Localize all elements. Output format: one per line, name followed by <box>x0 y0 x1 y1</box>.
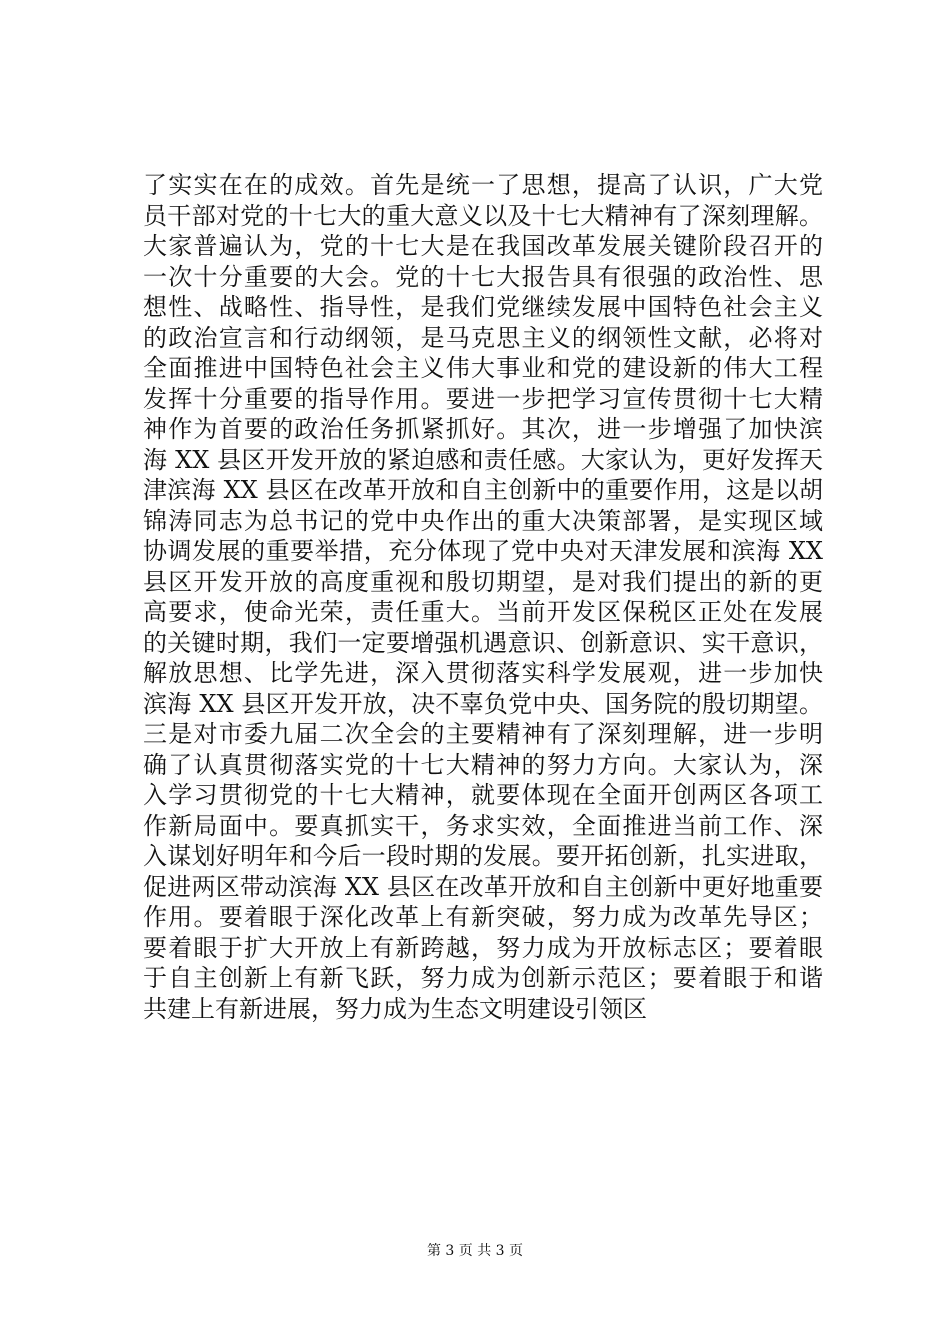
text-line: 津滨海 XX 县区在改革开放和自主创新中的重要作用，这是以胡 <box>143 476 823 504</box>
text-line: 发挥十分重要的指导作用。要进一步把学习宣传贯彻十七大精 <box>143 384 823 413</box>
text-line: 入谋划好明年和今后一段时期的发展。要开拓创新，扎实进取， <box>143 842 823 870</box>
text-line: 三是对市委九届二次全会的主要精神有了深刻理解，进一步明 <box>143 720 823 748</box>
text-line: 海 XX 县区开发开放的紧迫感和责任感。大家认为，更好发挥天 <box>143 445 823 474</box>
text-line: 了实实在在的成效。首先是统一了思想，提高了认识，广大党 <box>143 171 823 199</box>
page-footer: 第 3 页 共 3 页 <box>426 1243 524 1259</box>
text-line: 高要求，使命光荣，责任重大。当前开发区保税区正处在发展 <box>143 598 823 626</box>
text-line: 于自主创新上有新飞跃，努力成为创新示范区；要着眼于和谐 <box>143 964 823 992</box>
text-line: 作新局面中。要真抓实干，务求实效，全面推进当前工作、深 <box>143 811 823 840</box>
text-line: 协调发展的重要举措，充分体现了党中央对天津发展和滨海 XX <box>143 537 823 565</box>
body-text <box>143 170 823 1024</box>
text-line: 要着眼于扩大开放上有新跨越，努力成为开放标志区；要着眼 <box>143 933 823 962</box>
text-line: 的关键时期，我们一定要增强机遇意识、创新意识、实干意识， <box>143 628 823 657</box>
text-line: 一次十分重要的大会。党的十七大报告具有很强的政治性、思 <box>143 262 823 291</box>
text-line: 的政治宣言和行动纲领，是马克思主义的纲领性文献，必将对 <box>143 323 823 352</box>
text-line: 确了认真贯彻落实党的十七大精神的努力方向。大家认为，深 <box>143 750 823 779</box>
text-line: 县区开发开放的高度重视和殷切期望，是对我们提出的新的更 <box>143 567 823 596</box>
text-line: 神作为首要的政治任务抓紧抓好。其次，进一步增强了加快滨 <box>143 415 823 443</box>
text-line: 作用。要着眼于深化改革上有新突破，努力成为改革先导区； <box>143 903 823 931</box>
text-line: 促进两区带动滨海 XX 县区在改革开放和自主创新中更好地重要 <box>143 872 823 901</box>
text-line: 共建上有新进展，努力成为生态文明建设引领区 <box>143 994 647 1023</box>
text-line: 大家普遍认为，党的十七大是在我国改革发展关键阶段召开的 <box>143 232 823 260</box>
text-line: 入学习贯彻党的十七大精神，就要体现在全面开创两区各项工 <box>143 781 823 809</box>
text-line: 滨海 XX 县区开发开放，决不辜负党中央、国务院的殷切期望。 <box>143 689 823 718</box>
text-line: 锦涛同志为总书记的党中央作出的重大决策部署，是实现区域 <box>143 506 823 535</box>
text-line: 员干部对党的十七大的重大意义以及十七大精神有了深刻理解。 <box>143 201 823 230</box>
text-line: 全面推进中国特色社会主义伟大事业和党的建设新的伟大工程 <box>143 354 823 382</box>
text-line: 想性、战略性、指导性，是我们党继续发展中国特色社会主义 <box>143 293 823 321</box>
text-line: 解放思想、比学先进，深入贯彻落实科学发展观，进一步加快 <box>143 659 823 687</box>
